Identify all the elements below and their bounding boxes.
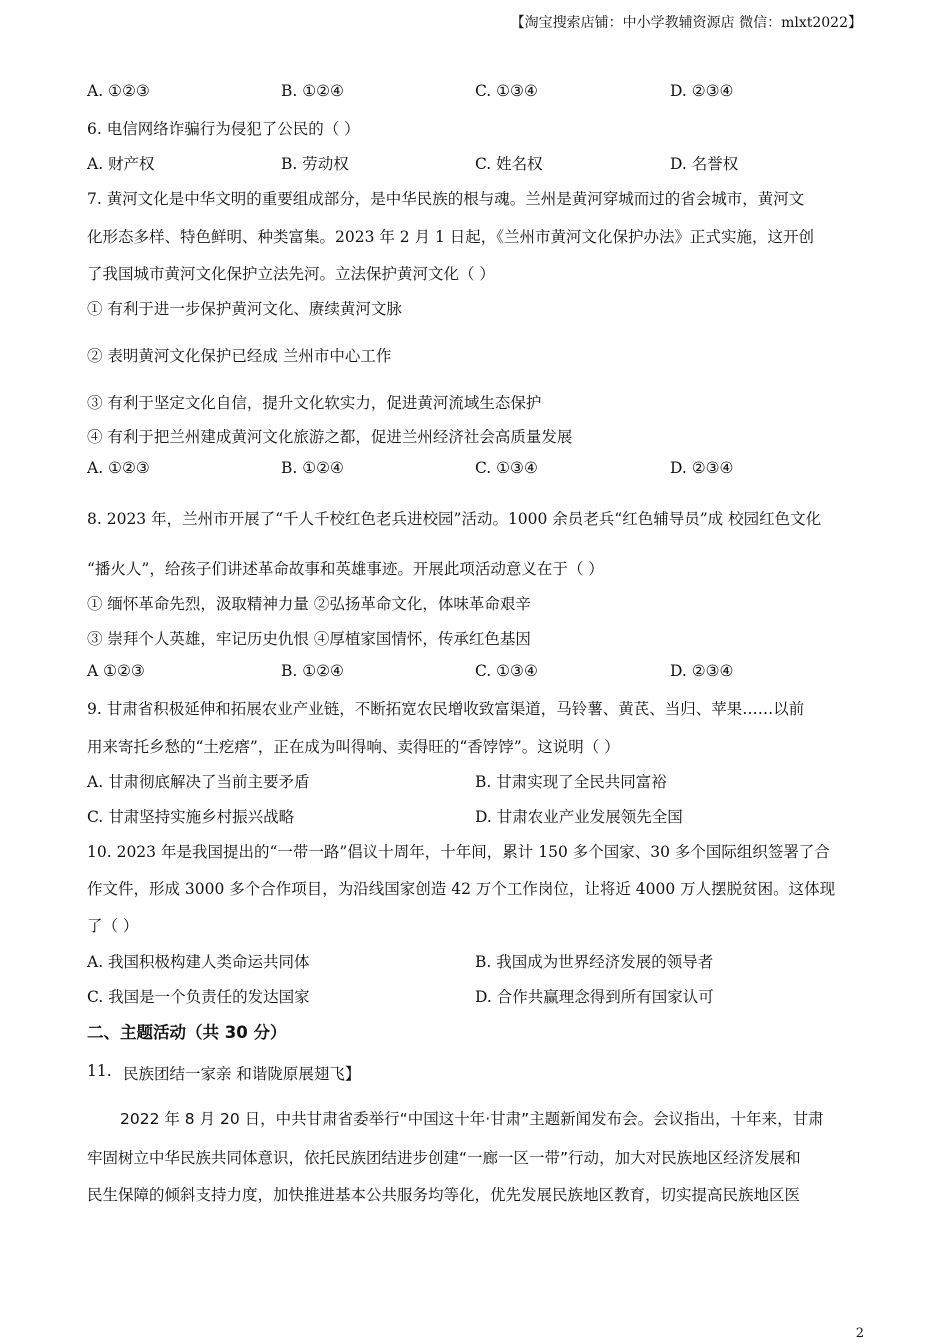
q9-option-a: A. 甘肃彻底解决了当前主要矛盾	[87, 773, 310, 791]
q6-option-d: D. 名誉权	[670, 155, 739, 173]
q5-option-c: C. ①③④	[475, 82, 538, 100]
q5-option-d: D. ②③④	[670, 82, 734, 100]
q6-stem: 6. 电信网络诈骗行为侵犯了公民的（ ）	[87, 120, 360, 138]
q10-stem-line-1: 10. 2023 年是我国提出的“一带一路”倡议十周年，十年间，累计 150 多个国家、30 多个国际组织签署了合	[87, 843, 830, 861]
q10-stem-line-3: 了（ ）	[87, 917, 139, 935]
q8-stem-line-2: “播火人”，给孩子们讲述革命故事和英雄事迹。开展此项活动意义在于（ ）	[87, 560, 604, 578]
page-number: 2	[855, 1326, 864, 1341]
q6-option-a: A. 财产权	[87, 155, 155, 173]
q10-option-b: B. 我国成为世界经济发展的领导者	[475, 953, 714, 971]
q11-number: 11.	[87, 1062, 112, 1080]
q10-stem-line-2: 作文件，形成 3000 多个合作项目，为沿线国家创造 42 万个工作岗位，让将近 4000 万人摆脱贫困。这体现	[87, 880, 836, 898]
q7-option-d: D. ②③④	[670, 459, 734, 477]
q7-item-3: ③ 有利于坚定文化自信，提升文化软实力，促进黄河流域生态保护	[87, 394, 542, 412]
q7-item-2: ② 表明黄河文化保护已经成 兰州市中心工作	[87, 347, 392, 365]
q11-paragraph-line-2: 牢固树立中华民族共同体意识，依托民族团结进步创建“一廊一区一带”行动，加大对民族地区经济发展和	[87, 1149, 801, 1167]
q5-option-a: A. ①②③	[87, 82, 150, 100]
q8-stem-line-1: 8. 2023 年，兰州市开展了“千人千校红色老兵进校园”活动。1000 余员老兵“红色辅导员”成 校园红色文化	[87, 510, 822, 528]
q10-option-d: D. 合作共赢理念得到所有国家认可	[475, 988, 714, 1006]
q8-option-d: D. ②③④	[670, 662, 734, 680]
q10-option-a: A. 我国积极构建人类命运共同体	[87, 953, 310, 971]
q9-option-c: C. 甘肃坚持实施乡村振兴战略	[87, 808, 295, 826]
q7-option-c: C. ①③④	[475, 459, 538, 477]
q8-option-b: B. ①②④	[281, 662, 344, 680]
page-header: 【淘宝搜索店铺：中小学教辅资源店 微信：mlxt2022】	[510, 15, 862, 31]
q11-paragraph-line-3: 民生保障的倾斜支持力度，加快推进基本公共服务均等化，优先发展民族地区教育，切实提高民族地区医	[87, 1186, 801, 1204]
section-heading: 二、主题活动（共 30 分）	[87, 1023, 287, 1042]
q8-items-row-2: ③ 崇拜个人英雄，牢记历史仇恨 ④厚植家国情怀，传承红色基因	[87, 630, 531, 648]
q9-option-d: D. 甘肃农业产业发展领先全国	[475, 808, 683, 826]
q9-stem-line-1: 9. 甘肃省积极延伸和拓展农业产业链，不断拓宽农民增收致富渠道，马铃薯、黄芪、当归、苹果……以前	[87, 700, 805, 718]
q8-items-row-1: ① 缅怀革命先烈，汲取精神力量 ②弘扬革命文化，体味革命艰辛	[87, 595, 531, 613]
q7-item-4: ④ 有利于把兰州建成黄河文化旅游之都，促进兰州经济社会高质量发展	[87, 428, 573, 446]
q8-option-a: A ①②③	[87, 662, 145, 680]
q9-option-b: B. 甘肃实现了全民共同富裕	[475, 773, 667, 791]
q8-option-c: C. ①③④	[475, 662, 538, 680]
q7-option-b: B. ①②④	[281, 459, 344, 477]
q11-title: 民族团结一家亲 和谐陇原展翅飞】	[123, 1065, 361, 1083]
q11-paragraph-line-1: 2022 年 8 月 20 日，中共甘肃省委举行“中国这十年·甘肃”主题新闻发布会。会议指出，十年来，甘肃	[120, 1110, 824, 1128]
q7-stem-line-2: 化形态多样、特色鲜明、种类富集。2023 年 2 月 1 日起，《兰州市黄河文化保护办法》正式实施，这开创	[87, 228, 815, 246]
q9-stem-line-2: 用来寄托乡愁的“土疙瘩”，正在成为叫得响、卖得旺的“香饽饽”。这说明（ ）	[87, 738, 620, 756]
q7-stem-line-3: 了我国城市黄河文化保护立法先河。立法保护黄河文化（ ）	[87, 265, 495, 283]
q7-item-1: ① 有利于进一步保护黄河文化、赓续黄河文脉	[87, 300, 402, 318]
q5-option-b: B. ①②④	[281, 82, 344, 100]
q10-option-c: C. 我国是一个负责任的发达国家	[87, 988, 310, 1006]
q6-option-b: B. 劳动权	[281, 155, 349, 173]
q6-option-c: C. 姓名权	[475, 155, 543, 173]
q7-stem-line-1: 7. 黄河文化是中华文明的重要组成部分，是中华民族的根与魂。兰州是黄河穿城而过的省会城市，黄河文	[87, 190, 805, 208]
q7-option-a: A. ①②③	[87, 459, 150, 477]
